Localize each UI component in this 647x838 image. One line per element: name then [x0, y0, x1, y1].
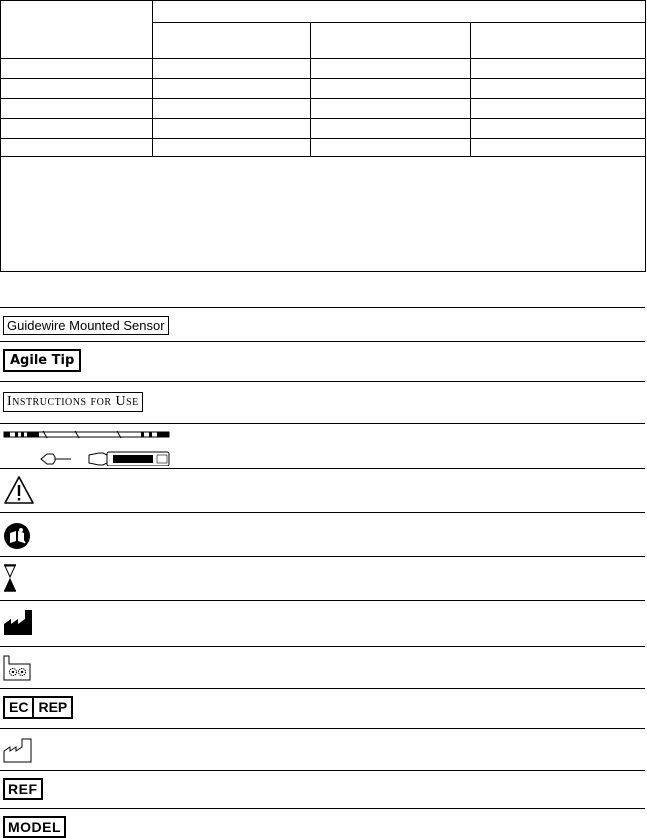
- ec-label: EC: [9, 699, 29, 715]
- symbol-row-guidewire: [0, 307, 645, 341]
- table-notes-area: [1, 157, 646, 272]
- table-divider: [470, 22, 471, 156]
- symbol-row-ref: [0, 770, 645, 808]
- symbol-row-manufacturer: [0, 600, 645, 646]
- date-of-manufacture-icon: [3, 737, 33, 763]
- guidewire-device-diagram-icon: [3, 428, 171, 466]
- instructions-for-use-label: Instructions for Use: [3, 392, 143, 412]
- caution-triangle-icon: [3, 475, 35, 505]
- symbol-row-use-by: [0, 556, 645, 600]
- ec-rep-label: [3, 696, 73, 719]
- symbol-row-manufacturing-site: [0, 646, 645, 688]
- table-divider: [1, 58, 646, 59]
- ref-label: REF: [3, 778, 43, 800]
- symbol-row-ec-rep: [0, 688, 645, 728]
- symbol-row-model: [0, 808, 645, 838]
- consult-instructions-icon: [3, 522, 31, 550]
- symbol-row-date-of-manufacture: [0, 728, 645, 770]
- hourglass-icon: [3, 564, 17, 592]
- table-divider: [1, 138, 646, 139]
- agile-tip-label: Agile Tip: [3, 349, 81, 372]
- spec-table: [0, 0, 646, 272]
- symbol-row-device-diagram: [0, 423, 645, 468]
- manufacturing-site-icon: [3, 655, 31, 681]
- table-divider: [310, 22, 311, 156]
- symbol-row-consult-ifu: [0, 512, 645, 556]
- symbol-row-agile-tip: [0, 341, 645, 381]
- table-divider: [152, 22, 646, 23]
- table-divider: [1, 78, 646, 79]
- model-label: MODEL: [3, 816, 66, 838]
- guidewire-mounted-sensor-label: Guidewire Mounted Sensor: [3, 316, 169, 335]
- symbol-row-caution: [0, 468, 645, 512]
- table-divider: [1, 118, 646, 119]
- table-divider: [1, 98, 646, 99]
- symbol-row-ifu: [0, 381, 645, 423]
- manufacturer-icon: [3, 608, 33, 636]
- rep-label: REP: [32, 698, 71, 717]
